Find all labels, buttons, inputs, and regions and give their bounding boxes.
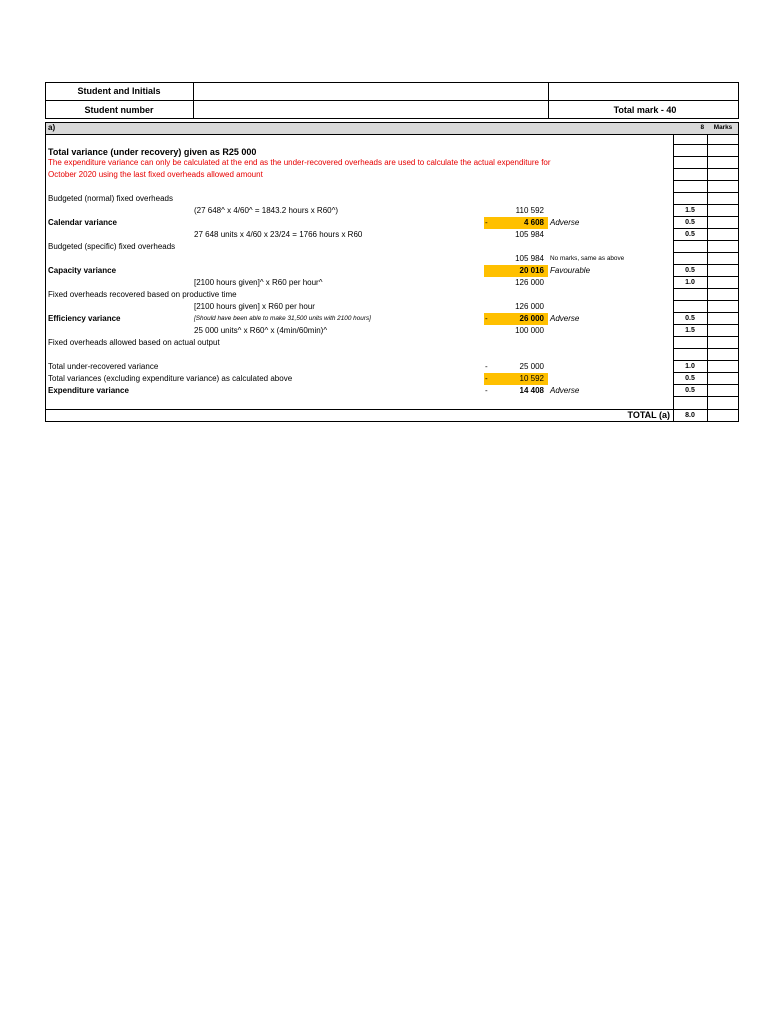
section-header-divider [45,134,739,135]
calendar-variance-label: Calendar variance [48,218,117,227]
efficiency-variance-label: Efficiency variance [48,314,121,323]
marks-col-right [707,134,708,422]
marks-grid-line [673,348,739,349]
budgeted-specific-note: No marks, same as above [550,255,625,262]
total-variances-value: 10 592 [519,374,544,383]
mark-cell: 0.5 [685,387,695,394]
budgeted-specific-label: Budgeted (specific) fixed overheads [48,242,176,251]
capacity-variance-note: Favourable [550,266,591,275]
budgeted-normal-label: Budgeted (normal) fixed overheads [48,194,173,203]
efficiency-variance-note: Adverse [550,314,580,323]
total-under-sign: - [485,362,488,371]
content-title: Total variance (under recovery) given as R25 000 [48,147,257,157]
efficiency-variance-value: 26 000 [519,314,544,323]
mark-cell: 0.5 [685,219,695,226]
calendar-variance-value: 4 608 [523,218,544,227]
calendar-calc-value: 105 984 [515,230,544,239]
student-initials-label: Student and Initials [77,86,161,96]
total-mark-label: Total mark - 40 [613,104,677,115]
section-label: a) [48,123,56,132]
efficiency-small-note: [Should have been able to make 31,500 units with 2100 hours] [194,315,371,322]
total-label: TOTAL (a) [627,410,670,420]
mark-cell: 0.5 [685,231,695,238]
red-note-line-1: The expenditure variance can only be calculated at the end as the under-recovered overheads are used to calculate the actual expenditure for [48,158,551,167]
marks-grid-line [673,300,739,301]
marks-grid-line [673,156,739,157]
total-under-label: Total under-recovered variance [48,362,159,371]
mark-cell: 1.5 [685,327,695,334]
mark-cell: 0.5 [685,267,695,274]
calendar-variance-sign: - [485,218,488,227]
capacity-calc-value: 126 000 [515,278,544,287]
capacity-variance-value: 20 016 [519,266,544,275]
marks-grid-line [673,252,739,253]
header-col-divider-2 [548,82,549,119]
recovered-label: Fixed overheads recovered based on productive time [48,290,237,299]
efficiency-calc: 25 000 units^ x R60^ x (4min/60min)^ [194,326,328,335]
section-marks-value: 8 [700,124,704,131]
marks-grid-line [673,192,739,193]
capacity-calc: [2100 hours given]^ x R60 per hour^ [194,278,323,287]
total-variances-label: Total variances (excluding expenditure variance) as calculated above [48,374,293,383]
recovered-value: 126 000 [515,302,544,311]
student-initials-input[interactable] [194,83,547,100]
recovered-calc: [2100 hours given] x R60 per hour [194,302,315,311]
expenditure-variance-label: Expenditure variance [48,386,129,395]
section-marks-label: Marks [713,124,733,131]
student-number-label: Student number [84,104,154,115]
efficiency-variance-sign: - [485,314,488,323]
mark-cell: 0.5 [685,315,695,322]
student-number-input[interactable] [194,101,547,118]
mark-cell: 1.0 [685,279,695,286]
expenditure-variance-value: 14 408 [519,386,544,395]
mark-cell: 0.5 [685,375,695,382]
calendar-variance-note: Adverse [550,218,580,227]
red-note-line-2: October 2020 using the last fixed overheads allowed amount [48,170,263,179]
budgeted-normal-calc: (27 648^ x 4/60^ = 1843.2 hours x R60^) [194,206,339,215]
mark-cell: 1.5 [685,207,695,214]
section-header-bar [46,123,738,134]
capacity-variance-label: Capacity variance [48,266,117,275]
expenditure-variance-note: Adverse [550,386,580,395]
expenditure-variance-sign: - [485,386,488,395]
total-value: 8.0 [685,412,695,419]
mark-cell: 1.0 [685,363,695,370]
allowed-label: Fixed overheads allowed based on actual output [48,338,220,347]
marks-grid-line [673,168,739,169]
budgeted-specific-value: 105 984 [515,254,544,263]
budgeted-normal-value: 110 592 [515,206,544,215]
total-under-value: 25 000 [519,362,544,371]
efficiency-calc-value: 100 000 [515,326,544,335]
marks-grid-line [673,144,739,145]
marks-grid-line [673,180,739,181]
total-variances-sign: - [485,374,488,383]
calendar-calc: 27 648 units x 4/60 x 23/24 = 1766 hours x R60 [194,230,363,239]
